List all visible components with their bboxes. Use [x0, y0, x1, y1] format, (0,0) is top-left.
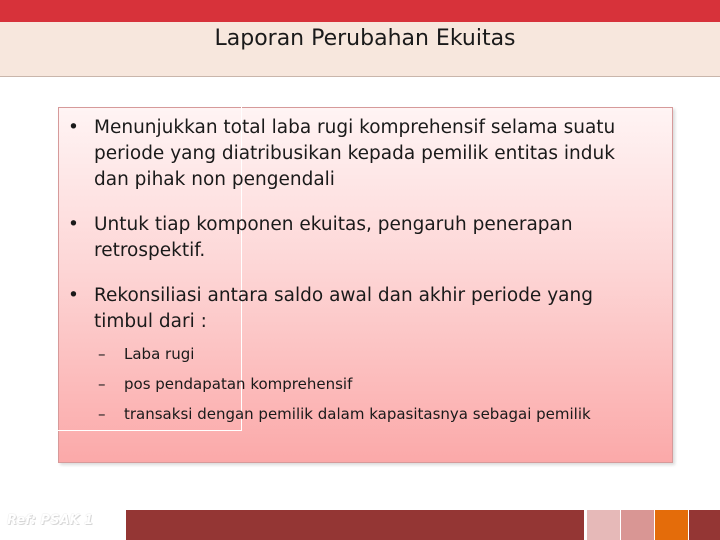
top-accent-strip — [0, 0, 720, 22]
sub-bullet-dash: – — [98, 375, 106, 393]
sub-bullet-dash: – — [98, 345, 106, 363]
sub-bullet-text: Laba rugi — [124, 345, 195, 363]
footer-block-pale — [587, 510, 620, 540]
footer-block-dark-end — [689, 510, 720, 540]
sub-bullet-dash: – — [98, 405, 106, 423]
bullet-dot: • — [68, 117, 79, 138]
bullet-text: Rekonsiliasi antara saldo awal dan akhir periode yang timbul dari : — [94, 285, 593, 332]
footer-block-rose — [621, 510, 654, 540]
slide-title: Laporan Perubahan Ekuitas — [214, 26, 516, 51]
footer-bar-dark — [126, 510, 584, 540]
bullet-text: Untuk tiap komponen ekuitas, pengaruh penerapan retrospektif. — [94, 214, 573, 261]
bullet-text: Menunjukkan total laba rugi komprehensif selama suatu periode yang diatribusikan kepada pemilik entitas induk dan pihak non pengendali — [94, 117, 616, 190]
sub-bullet-text: pos pendapatan komprehensif — [124, 375, 353, 393]
footer-block-orange — [655, 510, 688, 540]
sub-bullet-text: transaksi dengan pemilik dalam kapasitasnya sebagai pemilik — [124, 405, 591, 423]
bullet-dot: • — [68, 285, 79, 306]
footer-reference: Ref: PSAK 1 — [7, 513, 94, 528]
bullet-dot: • — [68, 214, 79, 235]
